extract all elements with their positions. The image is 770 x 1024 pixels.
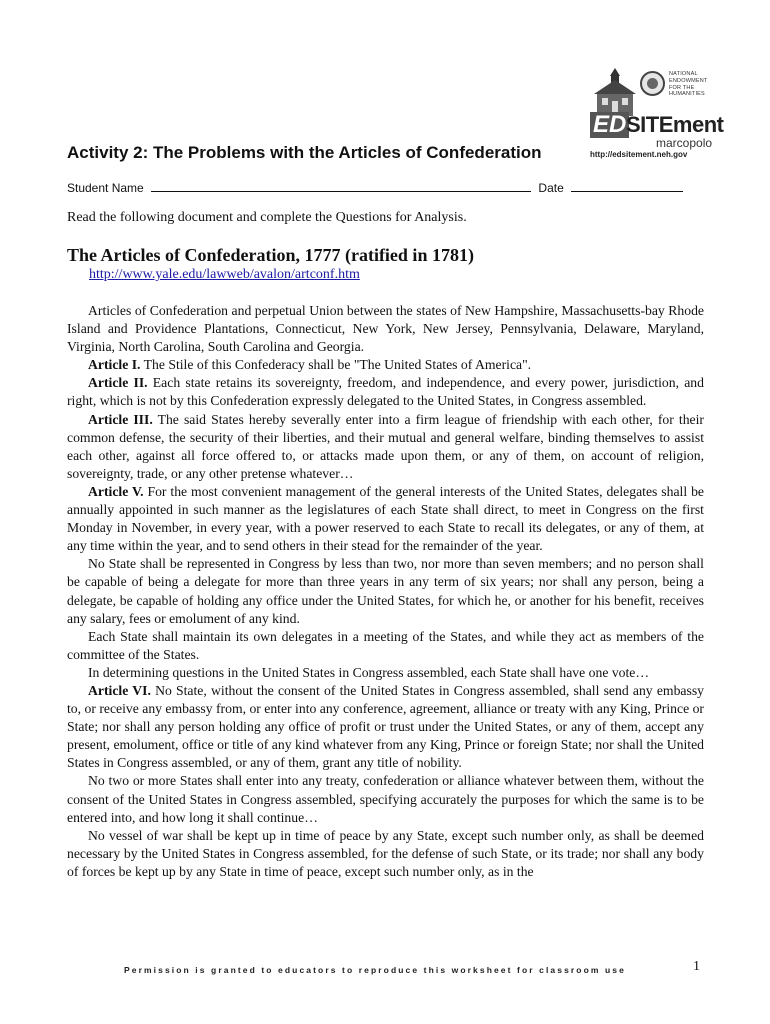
paragraph: Article I. The Stile of this Confederacy shall be "The United States of America". bbox=[88, 357, 532, 373]
permission-note: Permission is granted to educators to reproduce this worksheet for classroom use bbox=[124, 965, 626, 975]
document-heading: The Articles of Confederation, 1777 (ratified in 1781) bbox=[67, 245, 474, 265]
paragraph: No vessel of war shall be kept up in time of peace by any State, except such number only, as shall be deemed necessary by the United States in Congress assembled, for the defense of such State, or its trade; nor shall any body of forces be kept up by any State in time of peace, except such number only, as in the bbox=[67, 827, 704, 879]
paragraph: In determining questions in the United States in Congress assembled, each State shall have one vote… bbox=[88, 664, 650, 680]
paragraph: Articles of Confederation and perpetual Union between the states of New Hampshire, Massachusetts-bay Rhode Island and Providence Plantations, Connecticut, New York, New Jersey, Pennsylvania, Delaware, Maryland, Virginia, North Carolina, South Carolina and Georgia. bbox=[67, 303, 704, 355]
logo-url: http://edsitement.neh.gov bbox=[590, 150, 688, 159]
date-field[interactable] bbox=[571, 180, 683, 192]
paragraph: No two or more States shall enter into any treaty, confederation or alliance whatever between them, without the consent of the United States in Congress assembled, specifying accurately the purposes for which the same is to be entered into, and how long it shall continue… bbox=[67, 773, 704, 825]
logo-subbrand: marcopolo bbox=[656, 136, 713, 150]
student-info-line bbox=[67, 180, 683, 195]
page-number: 1 bbox=[693, 959, 700, 974]
article-label: Article I. bbox=[88, 357, 141, 373]
paragraph: Article VI. No State, without the consent of the United States in Congress assembled, shall send any embassy to, or receive any embassy from, or enter into any conference, agreement, alliance or treaty with any King, Prince or State; nor shall any person holding any office of profit or trust under the United States, or any of them, accept any present, emolument, office or title of any kind whatever from any King, Prince or foreign State; nor shall the United States in Congress assembled, or any of them, grant any title of nobility. bbox=[67, 682, 704, 771]
paragraph: Article V. For the most convenient management of the general interests of the United States, delegates shall be annually appointed in such manner as the legislatures of each State shall direct, to meet in Congress on the first Monday in November, in every year, with a power reserved to each State to recall its delegates, or any of them, at any time within the year, and to send others in their stead for the remainder of the year. bbox=[67, 483, 705, 554]
document-body bbox=[67, 302, 704, 881]
neh-agency-name: NATIONAL ENDOWMENT FOR THE HUMANITIES bbox=[669, 71, 708, 98]
article-label: Article III. bbox=[88, 411, 153, 427]
instructions: Read the following document and complete the Questions for Analysis. bbox=[67, 210, 467, 225]
article-label: Article V. bbox=[88, 483, 144, 499]
paragraph: Each State shall maintain its own delegates in a meeting of the States, and while they act as members of the committee of the States. bbox=[67, 628, 704, 662]
paragraph: Article II. Each state retains its sovereignty, freedom, and independence, and every power, jurisdiction, and right, which is not by this Confederation expressly delegated to the United States, in Congress assembled. bbox=[67, 375, 704, 409]
neh-seal-icon bbox=[640, 71, 665, 96]
source-link[interactable]: http://www.yale.edu/lawweb/avalon/artconf.htm bbox=[89, 267, 360, 282]
logo-ed-mark: ED bbox=[590, 112, 629, 138]
paragraph: No State shall be represented in Congress by less than two, nor more than seven members; and no person shall be capable of being a delegate for more than three years in any term of six years; nor shall any person, being a delegate, be capable of holding any office under the United States, for which he, or another for his benefit, receives any salary, fees or emolument of any kind. bbox=[67, 556, 704, 626]
paragraph: Article III. The said States hereby severally enter into a firm league of friendship with each other, for their common defense, the security of their liberties, and their mutual and general welfare, binding themselves to assist each other, against all force offered to, or attacks made upon them, or any of them, on account of religion, sovereignty, trade, or any other pretense whatever… bbox=[67, 411, 704, 481]
edsitement-logo bbox=[584, 66, 724, 162]
date-label: Date bbox=[538, 181, 564, 195]
logo-site-wordmark: SITEment bbox=[626, 112, 724, 137]
student-name-field[interactable] bbox=[151, 180, 531, 192]
worksheet-title: Activity 2: The Problems with the Articles of Confederation bbox=[67, 143, 542, 162]
article-label: Article II. bbox=[88, 375, 148, 391]
student-name-label: Student Name bbox=[67, 181, 144, 195]
article-label: Article VI. bbox=[88, 682, 151, 698]
